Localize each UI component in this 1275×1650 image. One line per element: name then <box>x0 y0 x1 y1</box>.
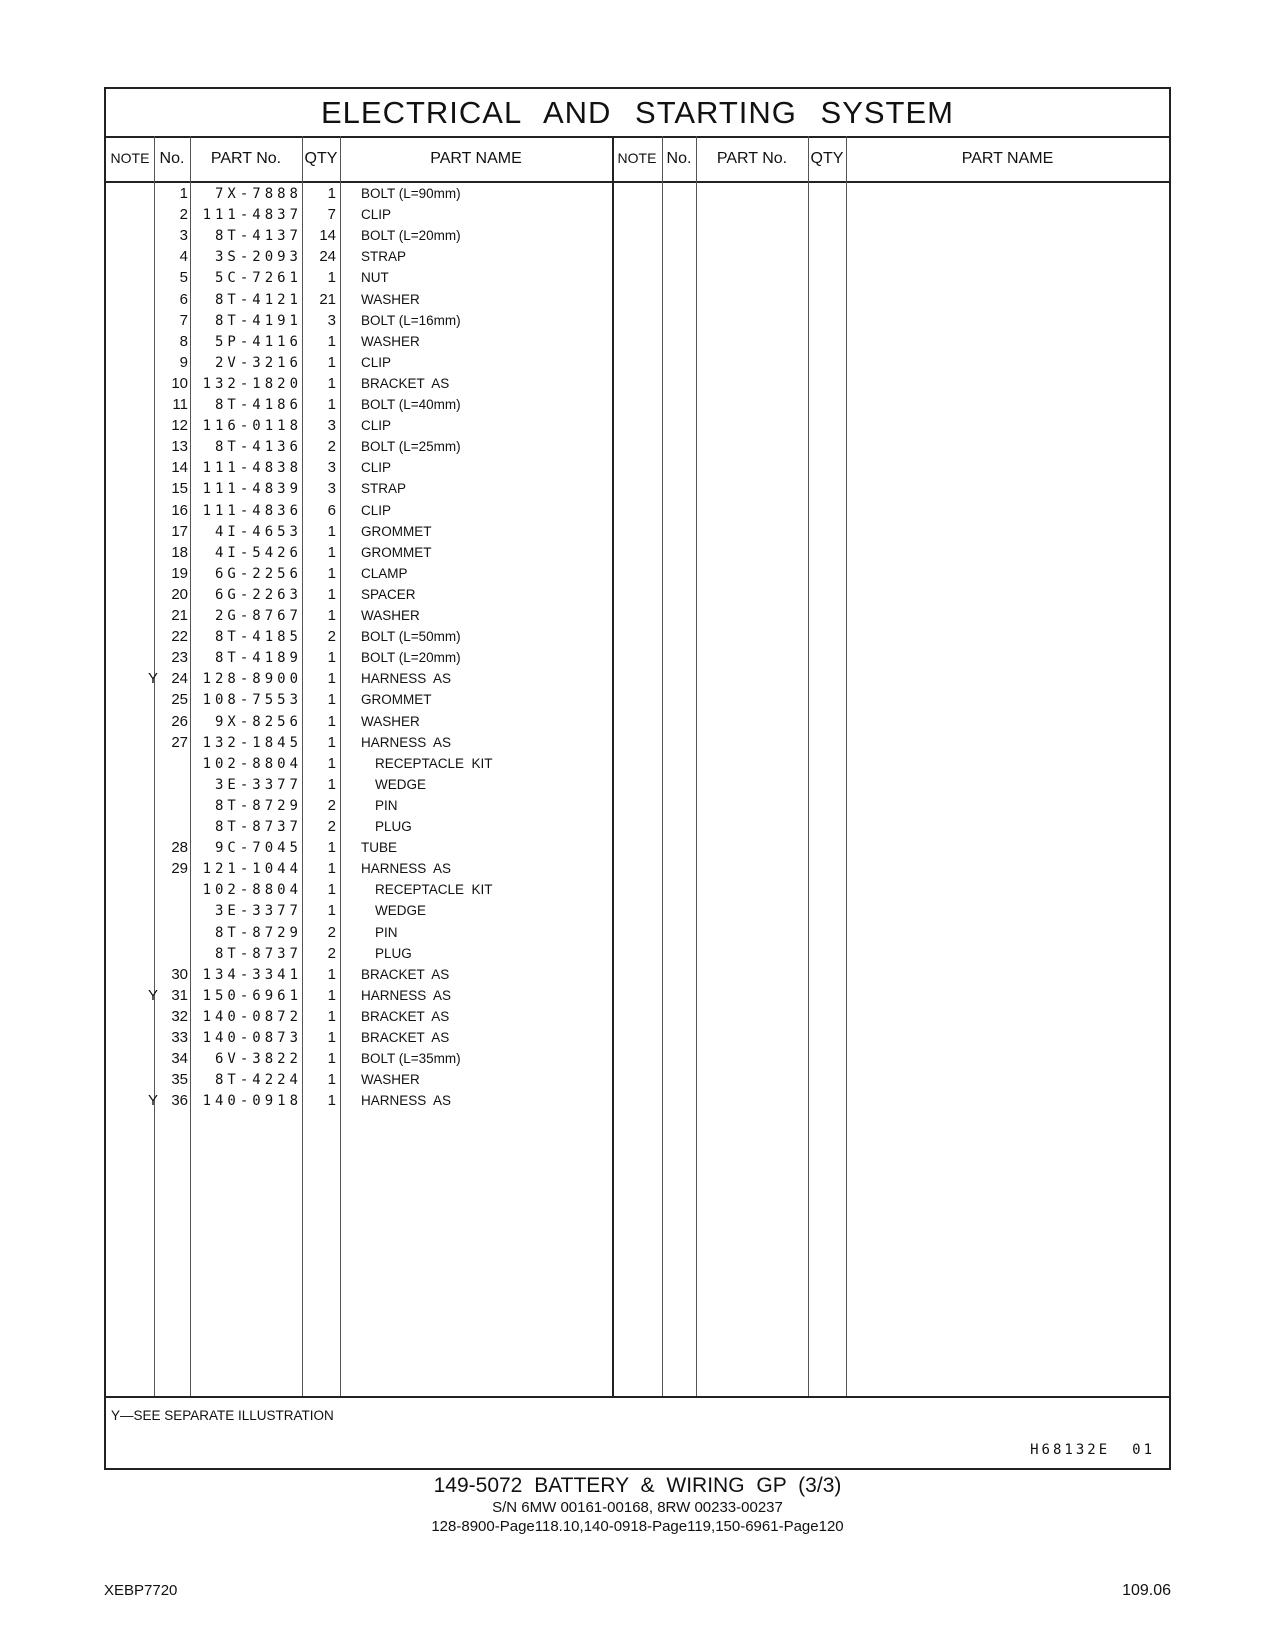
serial-range: S/N 6MW 00161-00168, 8RW 00233-00237 <box>492 1499 783 1516</box>
row-part-number: 140-0918 <box>202 1093 302 1110</box>
row-part-number: 8T-4191 <box>214 312 302 329</box>
table-row <box>106 816 612 838</box>
table-row <box>106 1048 612 1070</box>
row-part-name: WASHER <box>361 291 420 307</box>
row-part-number: 8T-4186 <box>214 397 302 413</box>
document-code: XEBP7720 <box>104 1582 178 1599</box>
row-quantity: 2 <box>327 796 336 814</box>
row-part-number: 8T-4121 <box>214 291 302 308</box>
drawing-number <box>1030 1442 1155 1458</box>
table-row <box>106 1090 612 1112</box>
row-quantity: 1 <box>327 332 336 350</box>
row-part-number: 8T-8729 <box>214 924 302 941</box>
row-item-number: 8 <box>179 332 188 350</box>
table-row <box>106 204 612 226</box>
row-quantity: 1 <box>327 543 336 561</box>
table-row <box>106 415 612 437</box>
table-row <box>106 457 612 479</box>
row-item-number: 28 <box>171 839 188 857</box>
row-quantity: 1 <box>327 1050 336 1068</box>
row-quantity: 1 <box>327 1007 336 1025</box>
row-part-name: WASHER <box>361 608 420 623</box>
row-part-number: 3E-3377 <box>214 903 302 920</box>
row-item-number: 13 <box>171 438 188 456</box>
row-quantity: 1 <box>327 670 336 688</box>
table-row <box>106 647 612 669</box>
row-part-name: BOLT (L=25mm) <box>361 439 461 455</box>
row-part-name: RECEPTACLE KIT <box>375 755 493 771</box>
row-quantity: 1 <box>327 902 336 920</box>
row-part-name: PIN <box>375 797 398 813</box>
row-part-number: 7X-7888 <box>214 186 302 202</box>
row-item-number: 16 <box>171 501 188 519</box>
row-item-number: 6 <box>179 290 188 308</box>
table-row <box>106 943 612 965</box>
row-quantity: 1 <box>327 712 336 730</box>
row-quantity: 1 <box>327 1092 336 1110</box>
row-part-name: STRAP <box>361 249 407 265</box>
table-row <box>106 605 612 627</box>
row-item-number: 2 <box>179 206 188 224</box>
row-part-name: PIN <box>375 924 398 940</box>
row-part-name: NUT <box>361 270 389 286</box>
row-part-name: BRACKET AS <box>361 966 450 982</box>
footnote: Y—SEE SEPARATE ILLUSTRATION <box>111 1408 334 1423</box>
row-part-name: CLIP <box>361 207 392 223</box>
header-note-right: NOTE <box>617 150 657 166</box>
row-item-number: 36 <box>171 1092 188 1110</box>
row-part-name: BOLT (L=35mm) <box>361 1051 461 1067</box>
row-item-number: 15 <box>171 480 188 498</box>
row-quantity: 3 <box>327 480 336 498</box>
row-item-number: 30 <box>171 965 188 983</box>
table-row <box>106 711 612 733</box>
page-number: 109.06 <box>1122 1582 1171 1599</box>
row-quantity: 1 <box>327 986 336 1004</box>
row-part-number: 128-8900 <box>202 671 302 688</box>
group-caption: 149-5072 BATTERY & WIRING GP (3/3) <box>433 1474 842 1497</box>
row-part-name: GROMMET <box>361 692 432 708</box>
row-part-number: 9X-8256 <box>214 713 302 730</box>
row-part-number: 150-6961 <box>202 987 302 1004</box>
row-part-name: CLIP <box>361 418 392 434</box>
row-note: Y <box>147 986 158 1004</box>
row-item-number: 7 <box>179 311 188 329</box>
row-item-number: 27 <box>171 733 188 751</box>
table-row <box>106 774 612 796</box>
row-quantity: 1 <box>327 1071 336 1089</box>
row-quantity: 1 <box>327 353 336 371</box>
table-row <box>106 985 612 1007</box>
row-part-name: BOLT (L=50mm) <box>361 629 461 645</box>
row-quantity: 1 <box>327 649 336 667</box>
row-quantity: 1 <box>327 860 336 878</box>
row-part-number: 6V-3822 <box>214 1051 302 1068</box>
row-quantity: 1 <box>327 374 336 392</box>
row-part-number: 111-4839 <box>202 481 302 498</box>
row-part-number: 140-0873 <box>202 1030 302 1046</box>
table-row <box>106 373 612 395</box>
table-row <box>106 858 612 880</box>
row-part-name: CLIP <box>361 502 392 518</box>
header-part-name-right: PART NAME <box>961 150 1054 167</box>
row-item-number: 17 <box>171 522 188 540</box>
row-quantity: 2 <box>327 923 336 941</box>
row-item-number: 20 <box>171 585 188 603</box>
row-part-number: 5C-7261 <box>214 270 302 287</box>
row-note: Y <box>147 1092 158 1110</box>
row-part-number: 4I-4653 <box>214 523 302 540</box>
row-part-name: PLUG <box>375 819 412 834</box>
row-item-number: 32 <box>171 1007 188 1025</box>
row-part-name: BRACKET AS <box>361 1008 450 1024</box>
row-quantity: 1 <box>327 965 336 983</box>
row-quantity: 7 <box>327 206 336 224</box>
row-part-number: 132-1820 <box>202 375 302 392</box>
table-row <box>106 1069 612 1091</box>
row-item-number: 22 <box>171 628 188 646</box>
drawing-id: H68132E <box>1030 1442 1111 1458</box>
row-part-name: BRACKET AS <box>361 375 450 391</box>
table-row <box>106 246 612 268</box>
row-part-number: 132-1845 <box>202 734 302 751</box>
row-part-name: RECEPTACLE KIT <box>375 882 493 898</box>
table-header <box>106 136 1169 183</box>
row-quantity: 1 <box>327 564 336 582</box>
row-quantity: 14 <box>319 227 336 245</box>
row-part-name: STRAP <box>361 481 407 497</box>
page-title: ELECTRICAL AND STARTING SYSTEM <box>106 89 1169 138</box>
row-quantity: 3 <box>327 417 336 435</box>
row-part-name: HARNESS AS <box>361 1093 452 1109</box>
row-part-name: CLAMP <box>361 565 408 581</box>
row-part-name: WASHER <box>361 713 420 729</box>
row-part-number: 9C-7045 <box>214 840 302 857</box>
row-item-number: 18 <box>171 543 188 561</box>
header-part-name-left: PART NAME <box>430 150 522 167</box>
row-item-number: 10 <box>171 374 188 392</box>
table-row <box>106 183 612 205</box>
row-quantity: 1 <box>327 775 336 793</box>
row-part-number: 102-8804 <box>202 882 302 899</box>
row-item-number: 3 <box>179 227 188 245</box>
row-part-name: WASHER <box>361 333 420 349</box>
table-row <box>106 500 612 522</box>
table-row <box>106 795 612 817</box>
table-row <box>106 521 612 543</box>
row-part-name: HARNESS AS <box>361 734 452 750</box>
row-part-number: 8T-4224 <box>214 1072 302 1089</box>
row-part-number: 134-3341 <box>202 966 302 983</box>
row-part-name: PLUG <box>375 945 412 961</box>
row-part-number: 140-0872 <box>202 1008 302 1025</box>
table-row <box>106 310 612 332</box>
page-references: 128-8900-Page118.10,140-0918-Page119,150-6961-Page120 <box>431 1518 844 1535</box>
row-item-number: 35 <box>171 1071 188 1089</box>
row-item-number: 33 <box>171 1029 188 1046</box>
table-row <box>106 626 612 648</box>
row-part-name: BOLT (L=20mm) <box>361 228 461 244</box>
row-quantity: 6 <box>327 501 336 519</box>
row-quantity: 1 <box>327 585 336 603</box>
table-row <box>106 563 612 585</box>
row-quantity: 24 <box>319 248 336 266</box>
header-qty-left: QTY <box>304 150 338 167</box>
table-row <box>106 964 612 986</box>
header-note-left: NOTE <box>110 150 150 166</box>
row-quantity: 2 <box>327 944 336 962</box>
row-part-name: WEDGE <box>375 776 427 792</box>
row-quantity: 1 <box>327 733 336 751</box>
row-quantity: 1 <box>327 691 336 709</box>
row-item-number: 14 <box>171 459 188 477</box>
column-divider <box>808 136 809 1396</box>
row-item-number: 11 <box>172 396 188 413</box>
row-part-number: 5P-4116 <box>214 333 302 350</box>
row-part-name: WEDGE <box>375 903 427 919</box>
row-part-name: CLIP <box>361 460 392 476</box>
row-item-number: 21 <box>171 607 188 624</box>
row-quantity: 2 <box>327 628 336 646</box>
row-part-name: BRACKET AS <box>361 1030 450 1045</box>
row-part-number: 121-1044 <box>202 861 302 878</box>
column-divider <box>846 136 847 1396</box>
row-part-name: HARNESS AS <box>361 861 452 877</box>
table-row <box>106 542 612 564</box>
row-part-number: 111-4837 <box>202 207 302 224</box>
row-item-number: 31 <box>171 986 188 1004</box>
row-part-number: 111-4836 <box>202 502 302 519</box>
row-part-number: 8T-4137 <box>214 228 302 245</box>
row-part-name: TUBE <box>361 840 398 856</box>
row-quantity: 1 <box>327 269 336 287</box>
table-row <box>106 394 612 416</box>
table-row <box>106 352 612 374</box>
table-row <box>106 267 612 289</box>
row-item-number: 34 <box>171 1050 188 1068</box>
table-footer <box>106 1396 1169 1470</box>
header-part-no-right: PART No. <box>716 150 788 167</box>
header-part-no-left: PART No. <box>210 150 282 167</box>
row-quantity: 1 <box>327 185 336 202</box>
table-row <box>106 668 612 690</box>
row-item-number: 26 <box>171 712 188 730</box>
row-part-name: GROMMET <box>361 523 432 539</box>
row-part-number: 8T-8737 <box>214 945 302 962</box>
row-part-name: CLIP <box>361 354 392 370</box>
row-item-number: 9 <box>179 353 188 371</box>
row-part-name: BOLT (L=40mm) <box>361 397 461 412</box>
row-part-number: 108-7553 <box>202 692 302 709</box>
row-part-number: 102-8804 <box>202 755 302 772</box>
table-row <box>106 879 612 901</box>
table-row <box>106 1027 612 1049</box>
row-quantity: 3 <box>327 311 336 329</box>
column-divider <box>696 136 697 1396</box>
row-quantity: 3 <box>327 459 336 477</box>
row-quantity: 1 <box>327 754 336 772</box>
table-row <box>106 584 612 606</box>
row-part-number: 2V-3216 <box>214 354 302 371</box>
table-row <box>106 732 612 754</box>
table-row <box>106 478 612 500</box>
header-no-left: No. <box>159 150 185 167</box>
row-item-number: 29 <box>171 860 188 878</box>
row-part-number: 116-0118 <box>202 418 302 435</box>
table-row <box>106 922 612 944</box>
column-divider <box>662 136 663 1396</box>
row-part-number: 111-4838 <box>202 460 302 477</box>
row-item-number: 24 <box>171 670 188 688</box>
row-note: Y <box>147 670 158 688</box>
row-quantity: 21 <box>319 290 336 308</box>
row-item-number: 4 <box>179 248 188 266</box>
table-row <box>106 753 612 775</box>
row-part-number: 3S-2093 <box>214 249 302 266</box>
table-row <box>106 900 612 922</box>
row-quantity: 1 <box>327 881 336 899</box>
row-part-name: HARNESS AS <box>361 671 452 687</box>
row-part-number: 4I-5426 <box>214 544 302 561</box>
row-part-number: 8T-8729 <box>214 797 302 814</box>
row-part-name: BOLT (L=20mm) <box>361 650 461 666</box>
header-qty-right: QTY <box>810 150 844 167</box>
row-part-number: 8T-8737 <box>214 819 302 835</box>
row-part-number: 6G-2263 <box>214 586 302 603</box>
table-row <box>106 436 612 458</box>
row-part-name: HARNESS AS <box>361 987 452 1003</box>
row-part-number: 8T-4136 <box>214 439 302 456</box>
table-row <box>106 1006 612 1028</box>
row-item-number: 12 <box>171 417 188 435</box>
table-row <box>106 837 612 859</box>
row-part-name: SPACER <box>361 586 416 602</box>
row-quantity: 1 <box>327 607 336 624</box>
header-no-right: No. <box>666 150 692 167</box>
table-row <box>106 689 612 711</box>
row-quantity: 1 <box>327 396 336 413</box>
row-part-name: BOLT (L=90mm) <box>361 186 461 201</box>
row-part-name: WASHER <box>361 1072 420 1088</box>
row-part-number: 8T-4185 <box>214 629 302 646</box>
row-quantity: 2 <box>327 438 336 456</box>
row-quantity: 1 <box>327 839 336 857</box>
drawing-revision: 01 <box>1132 1442 1155 1458</box>
row-item-number: 19 <box>171 564 188 582</box>
table-row <box>106 225 612 247</box>
row-part-number: 8T-4189 <box>214 650 302 667</box>
row-part-number: 2G-8767 <box>214 608 302 624</box>
row-part-name: BOLT (L=16mm) <box>361 312 461 328</box>
row-item-number: 23 <box>171 649 188 667</box>
row-part-number: 3E-3377 <box>214 776 302 793</box>
row-part-name: GROMMET <box>361 544 432 560</box>
row-item-number: 25 <box>171 691 188 709</box>
table-row <box>106 331 612 353</box>
row-part-number: 6G-2256 <box>214 565 302 582</box>
table-row <box>106 289 612 311</box>
parts-table-frame <box>104 87 1171 1470</box>
row-quantity: 2 <box>327 818 336 835</box>
row-quantity: 1 <box>327 1029 336 1046</box>
row-item-number: 5 <box>179 269 188 287</box>
row-item-number: 1 <box>179 185 188 202</box>
row-quantity: 1 <box>327 522 336 540</box>
